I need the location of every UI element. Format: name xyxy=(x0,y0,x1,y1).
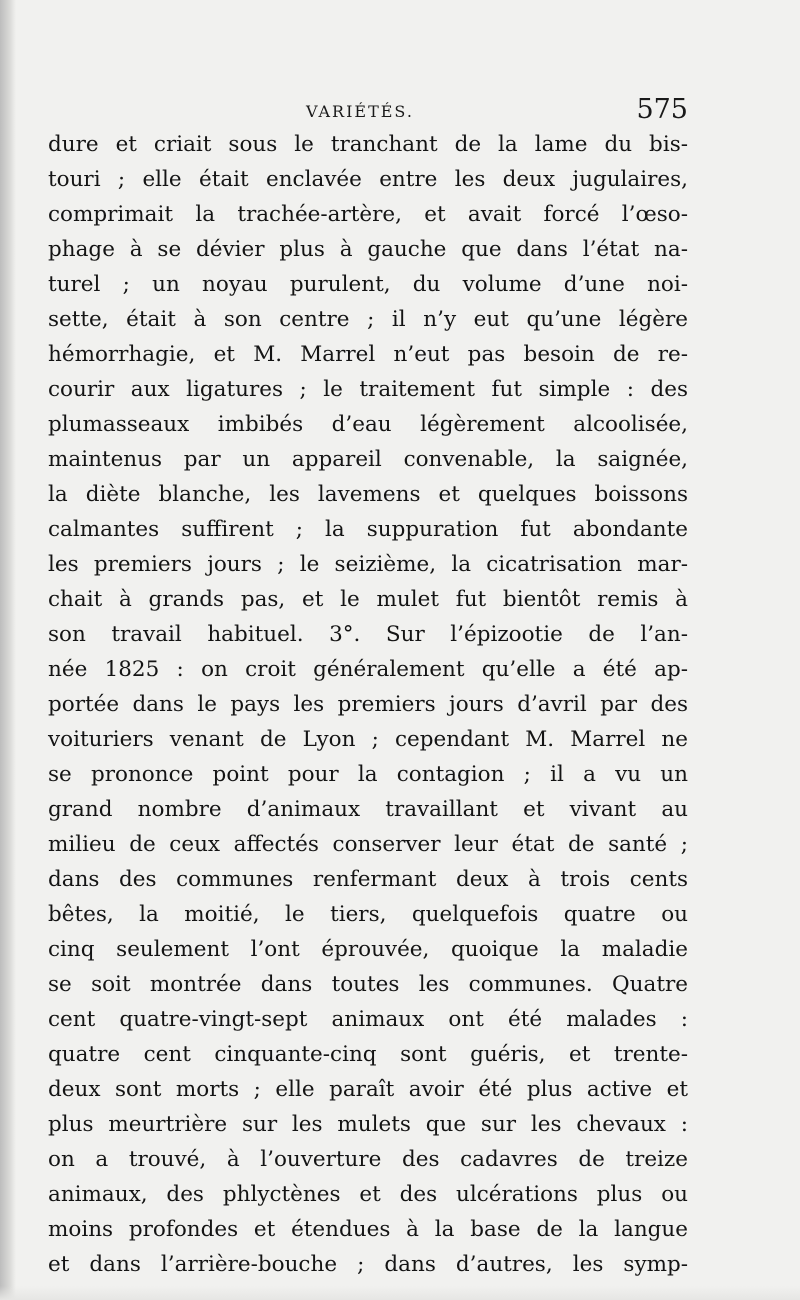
text-line: cent quatre-vingt-sept animaux ont été malades : xyxy=(48,1007,688,1032)
text-line: se soit montrée dans toutes les communes. Quatre xyxy=(48,972,688,997)
text-line: les premiers jours ; le seizième, la cicatrisation mar- xyxy=(48,552,688,577)
text-line: dans des communes renfermant deux à trois cents xyxy=(48,867,688,892)
page-number: 575 xyxy=(636,94,688,125)
text-line: son travail habituel. 3°. Sur l’épizootie de l’an- xyxy=(48,622,688,647)
text-line: voituriers venant de Lyon ; cependant M. Marrel ne xyxy=(48,727,688,752)
text-line: courir aux ligatures ; le traitement fut simple : des xyxy=(48,377,688,402)
text-line: quatre cent cinquante-cinq sont guéris, et trente- xyxy=(48,1042,688,1067)
text-line: sette, était à son centre ; il n’y eut qu’une légère xyxy=(48,307,688,332)
text-line: chait à grands pas, et le mulet fut bientôt remis à xyxy=(48,587,688,612)
text-line: cinq seulement l’ont éprouvée, quoique la maladie xyxy=(48,937,688,962)
text-line: milieu de ceux affectés conserver leur état de santé ; xyxy=(48,832,688,857)
text-line: calmantes suffirent ; la suppuration fut abondante xyxy=(48,517,688,542)
text-line: comprimait la trachée-artère, et avait forcé l’œso- xyxy=(48,202,688,227)
text-line: plumasseaux imbibés d’eau légèrement alcoolisée, xyxy=(48,412,688,437)
text-line: on a trouvé, à l’ouverture des cadavres de treize xyxy=(48,1147,688,1172)
text-line: deux sont morts ; elle paraît avoir été plus active et xyxy=(48,1077,688,1102)
text-line: hémorrhagie, et M. Marrel n’eut pas besoin de re- xyxy=(48,342,688,367)
text-line: née 1825 : on croit généralement qu’elle a été ap- xyxy=(48,657,688,682)
text-line: portée dans le pays les premiers jours d’avril par des xyxy=(48,692,688,717)
text-line: dure et criait sous le tranchant de la lame du bis- xyxy=(48,132,688,157)
body-text xyxy=(48,127,688,1282)
text-line: et dans l’arrière-bouche ; dans d’autres, les symp- xyxy=(48,1252,688,1277)
text-line: phage à se dévier plus à gauche que dans l’état na- xyxy=(48,237,688,262)
page-gutter-shadow xyxy=(0,0,16,1300)
text-line: plus meurtrière sur les mulets que sur les chevaux : xyxy=(48,1112,688,1137)
text-line: moins profondes et étendues à la base de la langue xyxy=(48,1217,688,1242)
page-bottom-edge xyxy=(0,1286,800,1300)
running-head: VARIÉTÉS. xyxy=(306,102,414,121)
text-line: maintenus par un appareil convenable, la saignée, xyxy=(48,447,688,472)
text-line: animaux, des phlyctènes et des ulcérations plus ou xyxy=(48,1182,688,1207)
text-line: la diète blanche, les lavemens et quelques boissons xyxy=(48,482,688,507)
text-line: turel ; un noyau purulent, du volume d’une noi- xyxy=(48,272,688,297)
page-header xyxy=(48,92,688,132)
text-line: touri ; elle était enclavée entre les deux jugulaires, xyxy=(48,167,688,192)
text-line: grand nombre d’animaux travaillant et vivant au xyxy=(48,797,688,822)
text-line: bêtes, la moitié, le tiers, quelquefois quatre ou xyxy=(48,902,688,927)
text-line: se prononce point pour la contagion ; il a vu un xyxy=(48,762,688,787)
